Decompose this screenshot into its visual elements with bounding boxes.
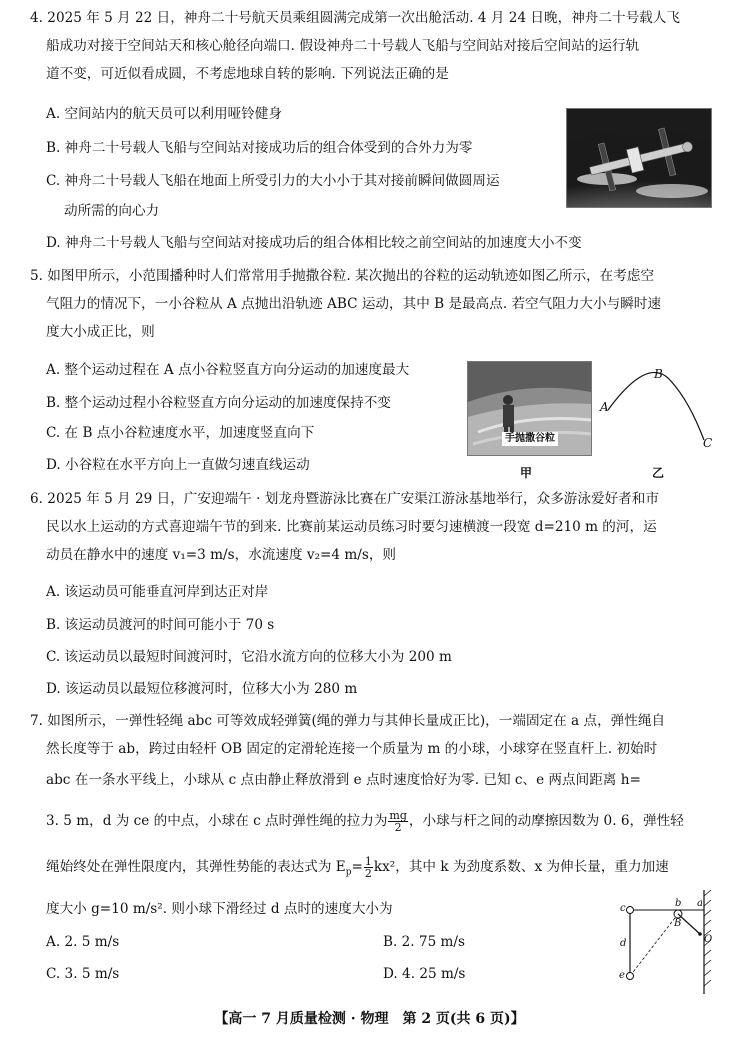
q6-stem-line-2: 民以水上运动的方式喜迎端午节的到来. 比赛前某运动员练习时要匀速横渡一段宽 d=210 m 的河，运 — [46, 519, 657, 535]
fraction-numerator: 1 — [364, 855, 372, 868]
figure-yi-label: 乙 — [652, 466, 665, 480]
q4-option-b: B. 神舟二十号载人飞船与空间站对接成功后的组合体受到的合外力为零 — [46, 140, 473, 156]
q4-stem-line-3: 道不变，可近似看成圆，不考虑地球自转的影响. 下列说法正确的是 — [46, 66, 449, 82]
q4-stem-line-1: 4. 2025 年 5 月 22 日，神舟二十号航天员乘组圆满完成第一次出舱活动. 4 月 24 日晚，神舟二十号载人飞 — [30, 10, 680, 26]
diagram-label-e: e — [619, 970, 625, 981]
ball-at-e — [627, 973, 634, 980]
point-b-label: B — [654, 367, 663, 381]
trajectory-curve — [608, 372, 704, 440]
q4-stem-line-2: 船成功对接于空间站天和核心舱径向端口. 假设神舟二十号载人飞船与空间站对接后空间站的运行轨 — [46, 38, 640, 54]
q7-stem-line-5 — [46, 856, 669, 883]
diagram-label-d: d — [620, 938, 627, 949]
q6-option-a: A. 该运动员可能垂直河岸到达正对岸 — [46, 584, 269, 600]
q7-stem-line-6: 度大小 g=10 m/s². 则小球下滑经过 d 点时的速度大小为 — [46, 901, 393, 917]
ball-at-c — [627, 907, 634, 914]
point-o — [698, 932, 702, 936]
q6-stem-line-3: 动员在静水中的速度 v₁=3 m/s，水流速度 v₂=4 m/s，则 — [46, 547, 397, 563]
q7-line4-part-b: ，小球与杆之间的动摩擦因数为 0. 6，弹性轻 — [408, 813, 684, 829]
point-c-label: C — [703, 436, 713, 450]
q5-stem-line-1: 5. 如图甲所示，小范围播种时人们常常用手抛撒谷粒. 某次抛出的谷粒的运动轨迹如图乙所示，在考虑空 — [30, 268, 655, 284]
q7-stem-line-1: 7. 如图所示，一弹性轻绳 abc 可等效成轻弹簧(绳的弹力与其伸长量成正比)，一端固定在 a 点，弹性绳自 — [30, 713, 666, 729]
q4-option-c-line-1: C. 神舟二十号载人飞船在地面上所受引力的大小小于其对接前瞬间做圆周运 — [46, 173, 500, 189]
q7-option-a: A. 2. 5 m/s — [46, 934, 120, 950]
diagram-label-c: c — [620, 903, 626, 914]
sowing-photo — [467, 361, 592, 456]
point-a-label: A — [600, 400, 609, 414]
q5-stem-line-2: 气阻力的情况下，一小谷粒从 A 点抛出沿轨迹 ABC 运动，其中 B 是最高点. 若空气阻力大小与瞬时速 — [46, 296, 661, 312]
q6-stem-line-1: 6. 2025 年 5 月 29 日，广安迎端午 · 划龙舟暨游泳比赛在广安渠江游泳基地举行，众多游泳爱好者和市 — [30, 491, 659, 507]
q7-stem-line-2: 然长度等于 ab，跨过由轻杆 OB 固定的定滑轮连接一个质量为 m 的小球，小球穿在竖直杆上. 初始时 — [46, 741, 658, 757]
figure-jia-label: 甲 — [520, 466, 533, 480]
diagram-label-b: b — [675, 898, 682, 909]
sowing-photo-caption: 手抛撒谷粒 — [502, 432, 558, 446]
q5-option-c: C. 在 B 点小谷粒速度水平，加速度竖直向下 — [46, 425, 315, 441]
q7-option-c: C. 3. 5 m/s — [46, 966, 120, 982]
diagram-label-B: B — [674, 918, 682, 929]
q7-stem-line-4 — [46, 810, 684, 833]
page-footer: 【高一 7 月质量检测 · 物理 第 2 页(共 6 页)】 — [214, 1011, 525, 1027]
fraction-numerator: mg — [389, 809, 407, 822]
q5-option-d: D. 小谷粒在水平方向上一直做匀速直线运动 — [46, 457, 310, 473]
q4-option-d: D. 神舟二十号载人飞船与空间站对接成功后的组合体相比较之前空间站的加速度大小不变 — [46, 235, 582, 251]
q4-option-c-line-2: 动所需的向心力 — [64, 203, 160, 219]
q7-line4-part-a: 3. 5 m，d 为 ce 的中点，小球在 c 点时弹性绳的拉力为 — [46, 813, 388, 829]
equals-sign: = — [351, 859, 363, 875]
q7-option-b: B. 2. 75 m/s — [383, 934, 465, 950]
q4-option-a: A. 空间站内的航天员可以利用哑铃健身 — [46, 106, 282, 122]
q7-fraction-mg-over-2 — [388, 810, 407, 833]
q5-stem-line-3: 度大小成正比，则 — [46, 324, 155, 340]
q7-stem-line-3: abc 在一条水平线上，小球从 c 点由静止释放滑到 e 点时速度恰好为零. 已知 c、e 两点间距离 h= — [46, 772, 641, 788]
fraction-denominator: 2 — [394, 821, 402, 834]
rope-dashed — [630, 914, 678, 976]
q5-option-a: A. 整个运动过程在 A 点小谷粒竖直方向分运动的加速度最大 — [46, 362, 410, 378]
potential-energy-subscript: p — [345, 867, 352, 878]
space-station-photo — [566, 108, 712, 208]
q7-option-d: D. 4. 25 m/s — [383, 966, 466, 982]
q6-option-b: B. 该运动员渡河的时间可能小于 70 s — [46, 617, 275, 633]
q5-option-b: B. 整个运动过程小谷粒竖直方向分运动的加速度保持不变 — [46, 395, 391, 411]
q7-line5-part-a: 绳始终处在弹性限度内，其弹性势能的表达式为 E — [46, 859, 346, 875]
q7-line5-part-b: kx²，其中 k 为劲度系数、x 为伸长量，重力加速 — [373, 859, 669, 875]
fraction-denominator: 2 — [364, 867, 372, 880]
q6-option-c: C. 该运动员以最短时间渡河时，它沿水流方向的位移大小为 200 m — [46, 649, 452, 665]
diagram-label-O: O — [704, 934, 713, 945]
q6-option-d: D. 该运动员以最短位移渡河时，位移大小为 280 m — [46, 681, 358, 697]
diagram-label-a: a — [697, 898, 703, 909]
q7-fraction-one-half — [364, 856, 373, 879]
space-station-image — [567, 109, 711, 207]
